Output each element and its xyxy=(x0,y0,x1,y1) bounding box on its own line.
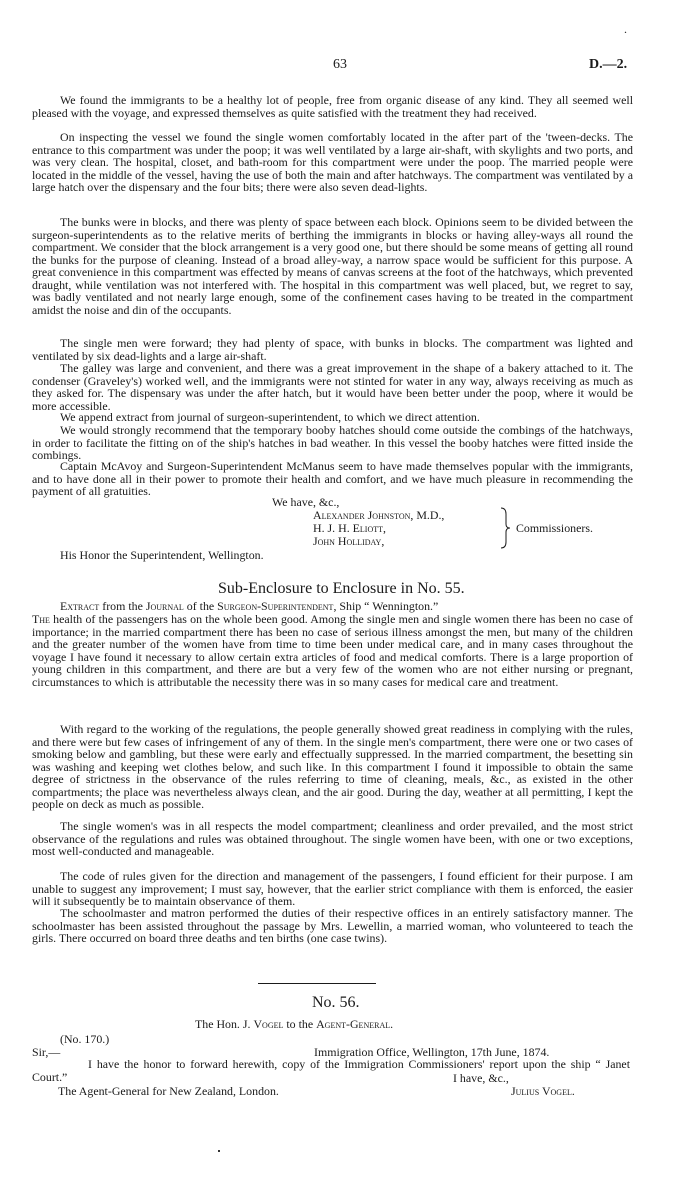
letter-paragraph-3: The bunks were in blocks, and there was plenty of space between each block. Opinions seem to be divided between the surgeon-superintendents as to the relative merits of berthing the immigrants in blocks or having alley-ways all round the compartment. We consider that the block arrangement is a very good one, but there should be some means of getting all round the bunks for the purpose of cleaning. Instead of a broad alley-way, a narrow space would be sufficient for this purpose. A great convenience in this compartment was effected by means of canvas screens at the foot of the hatchways, which prevented draught, while ventilation was not interfered with. The hospital in this compartment was well placed, but, we regret to say, was badly ventilated and not nearly large enough, some of the confinement cases having to be treated in the compartment amidst the noise and din of the occupants. xyxy=(32,215,633,317)
no56-subheading xyxy=(195,1017,393,1032)
journal-paragraph-1 xyxy=(32,613,633,688)
extract-word: Extract xyxy=(60,599,100,613)
letter-paragraph-5: The galley was large and convenient, and there was a great improvement in the shape of a bakery attached to it. The condenser (Graveley's) worked well, and the immigrants were not stinted for water in any way, always receiving as much as they asked for. The dispensary was under the after hatch, but it would have been better under the poop, where it would be more accessible. xyxy=(32,361,633,413)
no56-dateline: Immigration Office, Wellington, 17th June, 1874. xyxy=(314,1045,550,1059)
signatory-holliday: John Holliday, xyxy=(313,534,385,548)
no56-addressee: The Agent-General for New Zealand, London. xyxy=(58,1084,279,1098)
letter-paragraph-8: Captain McAvoy and Surgeon-Superintendent McManus seem to have made themselves popular with the immigrants, and to have done all in their power to promote their health and comfort, and we have much pleasure in recommending the payment of all gratuities. xyxy=(32,459,633,498)
extract-ship: , Ship “ Wennington.” xyxy=(333,599,439,613)
no56-sub-mid: to the xyxy=(283,1017,317,1031)
no56-sub-end: . xyxy=(390,1017,394,1031)
document-reference: D.—2. xyxy=(589,57,628,72)
no56-salutation: Sir,— xyxy=(32,1045,61,1059)
no56-body: I have the honor to forward herewith, copy of the Immigration Commissioners' report upon the ship “ Janet Court.” xyxy=(32,1057,630,1084)
extract-surgeon: Surgeon-Superintendent xyxy=(217,599,334,613)
journal-paragraph-4: The code of rules given for the direction and management of the passengers, I found efficient for their purpose. I am unable to suggest any improvement; I must say, however, that the earlier strict compliance with them is enforced, the easier will it subsequently be to maintain observance of them. xyxy=(32,869,633,908)
letter-paragraph-6: We append extract from journal of surgeon-superintendent, to which we direct attention. xyxy=(60,410,480,424)
journal-paragraph-5: The schoolmaster and matron performed the duties of their respective offices in an entirely satisfactory manner. The schoolmaster has been assisted throughout the passage by Mrs. Lewellin, a married woman, who volunteered to teach the girls. There occurred on board three deaths and ten births (one case twins). xyxy=(32,906,633,945)
no56-sub-prefix: The Hon. J. xyxy=(195,1017,254,1031)
section-divider xyxy=(258,983,376,984)
journal-paragraph-2: With regard to the working of the regulations, the people generally showed great readiness in complying with the rules, and there were but few cases of infringement of any of them. In the single men's compartment, there were one or two cases of smoking below and gambling, but these were early and effectually suppressed. In the married compartment, the besetting sin was washing and keeping wet clothes below, and such like. In this compartment I found it impossible to obtain the same degree of strictness in the observance of the rules referring to time of cleaning, meals, &c., as existed in the other compartments; the place was nevertheless always clean, and the air good. During the day, weather at all permitting, I kept the people on deck as much as possible. xyxy=(32,722,633,811)
no56-reference: (No. 170.) xyxy=(60,1032,110,1046)
no56-signature: Julius Vogel. xyxy=(511,1084,575,1098)
journal-paragraph-3: The single women's was in all respects the model compartment; cleanliness and order prevailed, and the most strict observance of the regulations and rules was obtained throughout. The single women have been, with one or two exceptions, most well-conducted and manageable. xyxy=(32,819,633,858)
extract-journal: Journal xyxy=(145,599,184,613)
letter-paragraph-7: We would strongly recommend that the temporary booby hatches should come outside the combings of the hatchways, in order to facilitate the fitting on of the ship's hatches in bad weather. In this vessel the booby hatches were fitted inside the combings. xyxy=(32,423,633,462)
no56-sub-agent: Agent-General xyxy=(316,1017,391,1031)
signatory-johnston: Alexander Johnston, M.D., xyxy=(313,508,445,522)
footer-mark xyxy=(218,1150,220,1152)
no56-sub-vogel: Vogel xyxy=(253,1017,284,1031)
no56-closing: I have, &c., xyxy=(453,1071,509,1085)
letter-addressee: His Honor the Superintendent, Wellington. xyxy=(60,548,264,562)
letter-closing: We have, &c., xyxy=(272,495,340,509)
journal-first-text: health of the passengers has on the whole been good. Among the single men and single women there has been no case of importance; in the married compartment there has been no case of serious illness amongst the men, but many of the children and the greater number of the women have from time to time been under medical care, and in many cases throughout the voyage I have found it necessary to allow certain extra articles of food and medical comforts. There is a large proportion of young children in this compartment, and there are but a very few of the women who are not either nursing or pregnant, circumstances to which is attributable the necessity there was in so many cases for medical care and treatment. xyxy=(32,612,633,689)
extract-mid-2: of the xyxy=(183,599,218,613)
letter-paragraph-2: On inspecting the vessel we found the single women comfortably located in the after part of the 'tween-decks. The entrance to this compartment was under the poop; it was well ventilated by a large air-shaft, with skylights and two ports, and was very clean. The hospital, closet, and bath-room for this compartment were under the poop. The married people were located in the middle of the vessel, having the use of both the main and after hatchways. The compartment was ventilated by a large hatch over the dispensary and the four bits; there were also seven dead-lights. xyxy=(32,130,633,194)
commissioners-label: Commissioners. xyxy=(516,521,593,535)
letter-paragraph-4: The single men were forward; they had plenty of space, with bunks in blocks. The compartment was lighted and ventilated by six dead-lights and a large air-shaft. xyxy=(32,336,633,363)
journal-first-word: The xyxy=(32,612,50,626)
sub-enclosure-heading: Sub-Enclosure to Enclosure in No. 55. xyxy=(218,580,465,597)
brace-icon xyxy=(498,506,512,550)
no56-heading: No. 56. xyxy=(312,994,360,1011)
corner-mark: . xyxy=(624,22,627,36)
page-number: 63 xyxy=(333,57,347,72)
letter-paragraph-1: We found the immigrants to be a healthy lot of people, free from organic disease of any kind. They all seemed well pleased with the voyage, and expressed themselves as quite satisfied with the treatment they had received. xyxy=(32,93,633,120)
extract-mid-1: from the xyxy=(99,599,146,613)
signatory-eliott: H. J. H. Eliott, xyxy=(313,521,386,535)
